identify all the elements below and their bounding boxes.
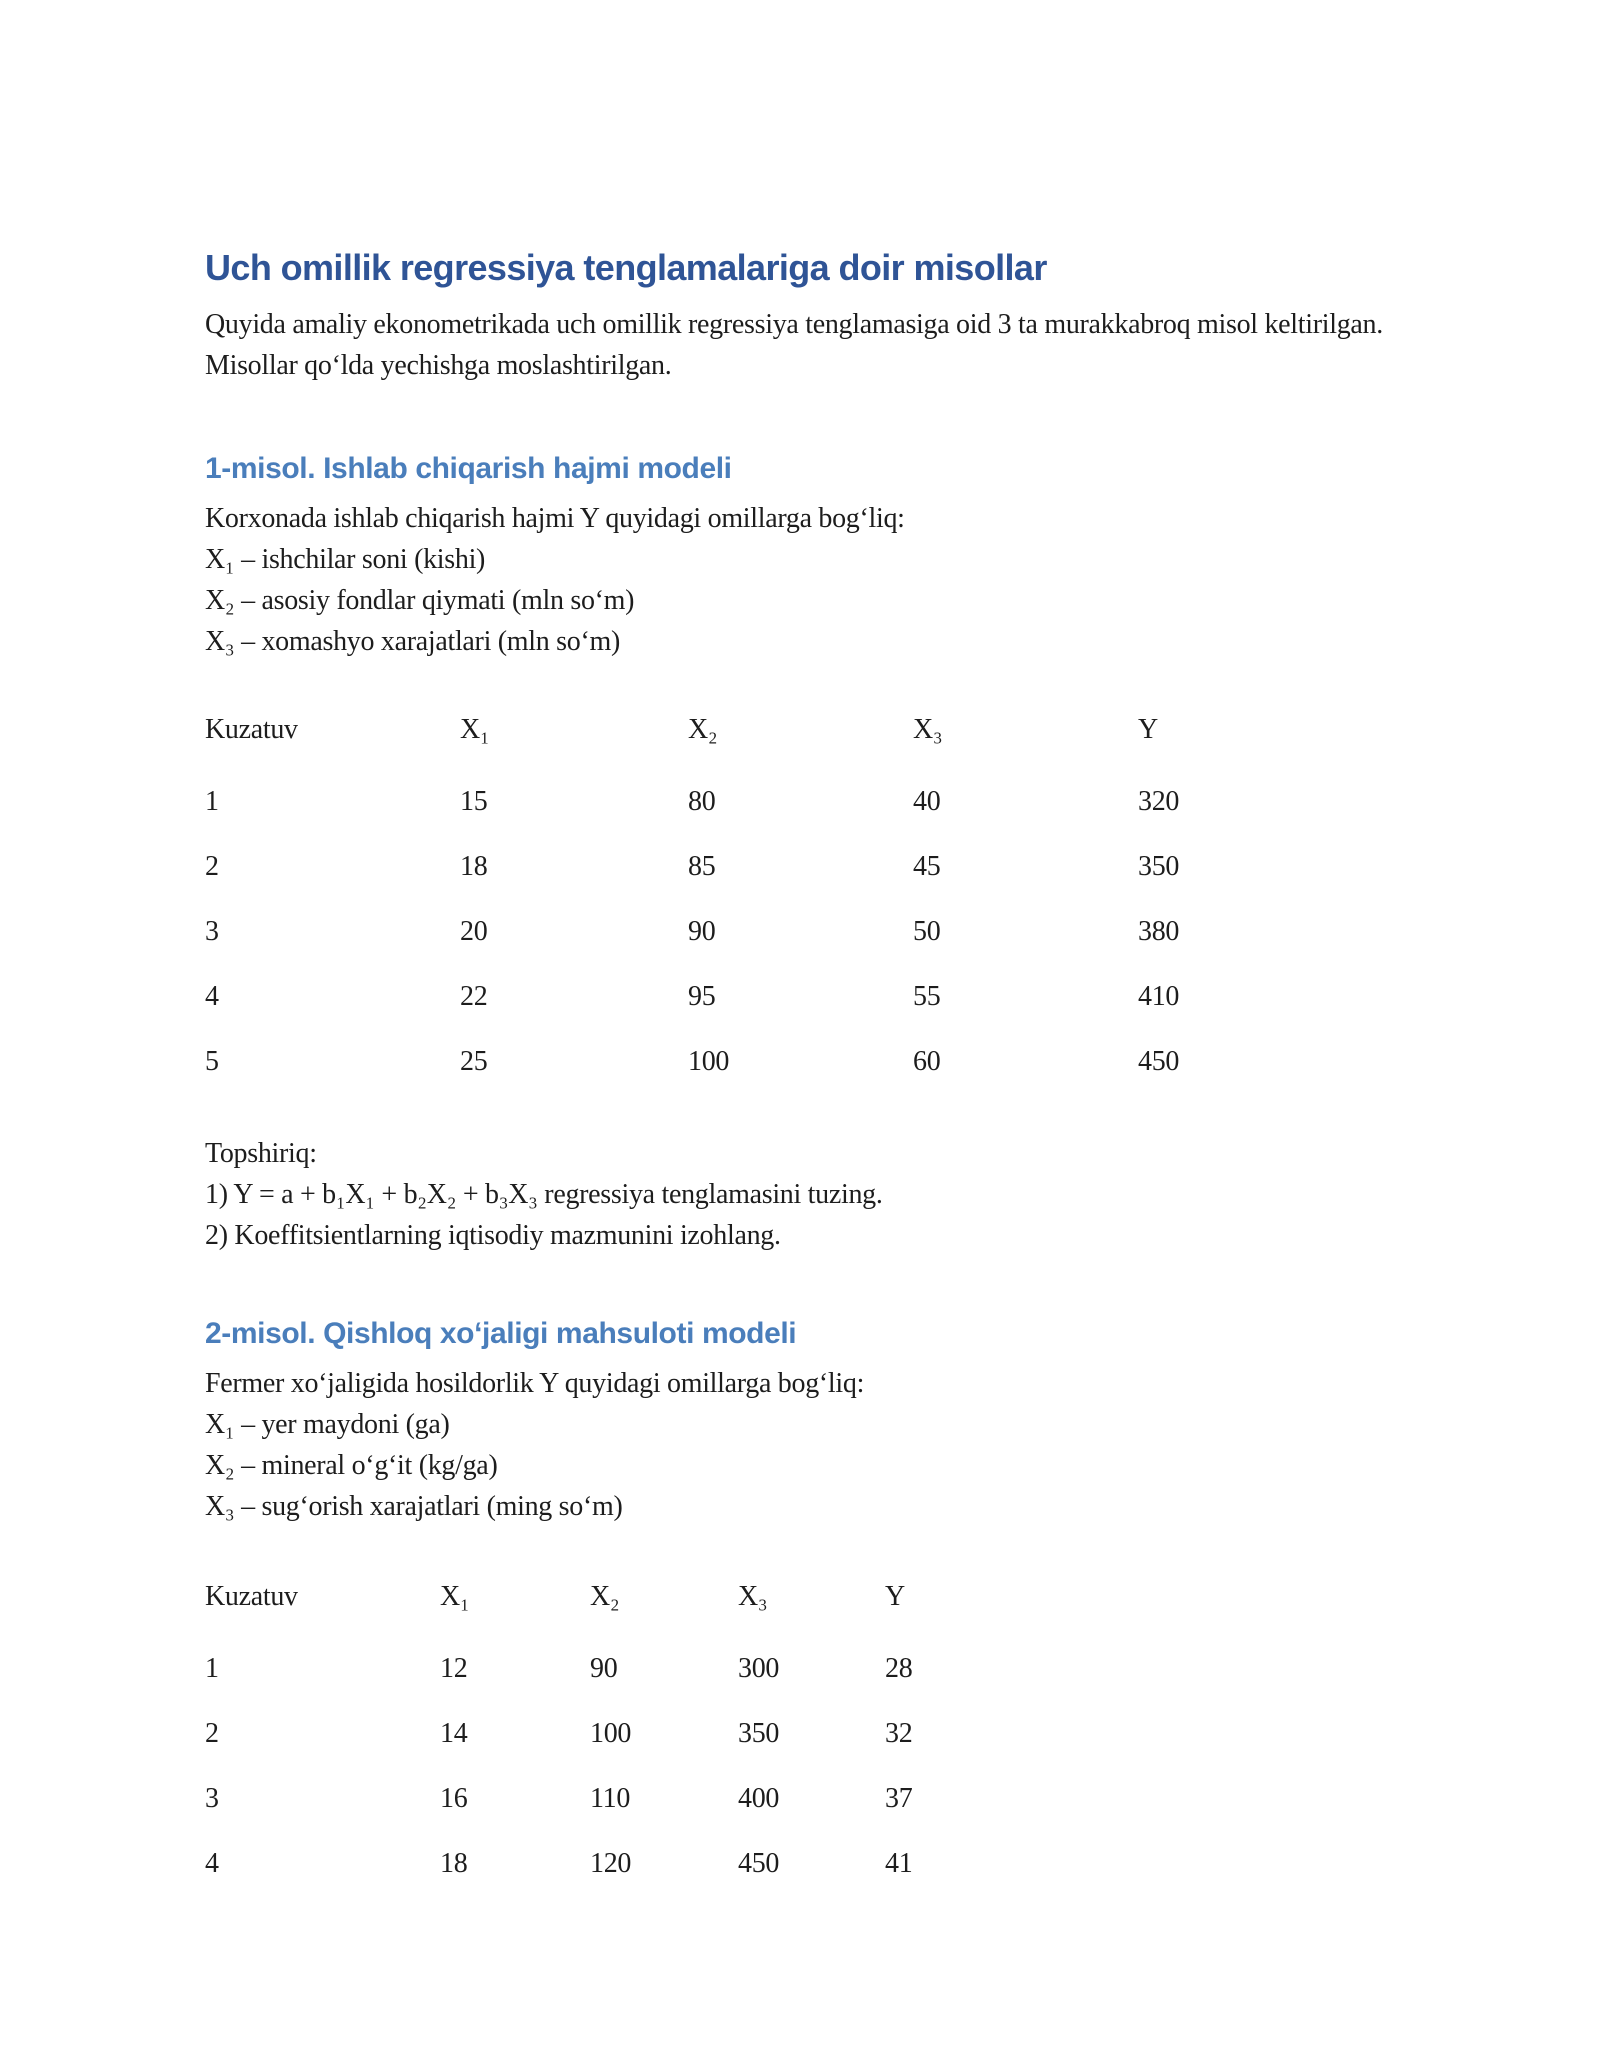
table-cell: 120 <box>590 1848 632 1879</box>
table-cell: 28 <box>885 1653 913 1684</box>
table-cell: 4 <box>205 981 219 1012</box>
table-cell: 50 <box>913 916 941 947</box>
table-cell: 45 <box>913 851 941 882</box>
section-1-lead: Korxonada ishlab chiqarish hajmi Y quyidagi omillarga bog‘liq: <box>205 503 905 534</box>
table-cell: 18 <box>440 1848 468 1879</box>
table-cell: 2 <box>205 1718 219 1749</box>
section-2-lead: Fermer xo‘jaligida hosildorlik Y quyidagi omillarga bog‘liq: <box>205 1368 865 1399</box>
table-cell: 5 <box>205 1046 219 1077</box>
table-cell: 110 <box>590 1783 631 1814</box>
table-cell: 320 <box>1138 786 1180 817</box>
table-header-cell: X₃ <box>913 714 943 745</box>
factor-line: X₁ – yer maydoni (ga) <box>205 1409 450 1440</box>
table-cell: 1 <box>205 1653 219 1684</box>
table-cell: 95 <box>688 981 716 1012</box>
page-title: Uch omillik regressiya tenglamalariga doir misollar <box>205 247 1047 288</box>
table-cell: 350 <box>1138 851 1180 882</box>
table-cell: 1 <box>205 786 219 817</box>
observation-table-1 <box>205 714 1415 1111</box>
table-header-cell: Y <box>1138 714 1158 745</box>
table-cell: 20 <box>460 916 488 947</box>
task-label: Topshiriq: <box>205 1138 317 1169</box>
intro-paragraph: Quyida amaliy ekonometrikada uch omillik regressiya tenglamasiga oid 3 ta murakkabroq misol keltirilgan. Misollar qo‘lda yechishga moslashtirilgan. <box>205 309 1383 381</box>
table-header-cell: X₂ <box>688 714 718 745</box>
table-cell: 40 <box>913 786 941 817</box>
section-1-factor-list <box>205 539 1415 662</box>
table-cell: 15 <box>460 786 488 817</box>
table-cell: 90 <box>590 1653 618 1684</box>
table-header-cell: Kuzatuv <box>205 714 298 745</box>
table-cell: 3 <box>205 1783 219 1814</box>
section-2-factor-list <box>205 1404 1415 1527</box>
table-cell: 410 <box>1138 981 1180 1012</box>
table-cell: 60 <box>913 1046 941 1077</box>
table-cell: 22 <box>460 981 488 1012</box>
table-cell: 18 <box>460 851 488 882</box>
factor-line: X₁ – ishchilar soni (kishi) <box>205 544 486 575</box>
factor-line: X₃ – xomashyo xarajatlari (mln so‘m) <box>205 626 620 657</box>
table-cell: 300 <box>738 1653 780 1684</box>
table-cell: 450 <box>1138 1046 1180 1077</box>
table-cell: 37 <box>885 1783 913 1814</box>
table-header-cell: X₁ <box>460 714 490 745</box>
table-header-cell: X₂ <box>590 1581 620 1612</box>
table-header-cell: Kuzatuv <box>205 1581 298 1612</box>
table-cell: 12 <box>440 1653 468 1684</box>
document-content <box>205 0 1415 1913</box>
table-cell: 4 <box>205 1848 219 1879</box>
table-cell: 32 <box>885 1718 913 1749</box>
table-cell: 100 <box>688 1046 730 1077</box>
table-cell: 41 <box>885 1848 913 1879</box>
table-header-cell: X₃ <box>738 1581 768 1612</box>
table-cell: 16 <box>440 1783 468 1814</box>
task-item: 2) Koeffitsientlarning iqtisodiy mazmunini izohlang. <box>205 1220 781 1251</box>
table-header-cell: Y <box>885 1581 905 1612</box>
table-cell: 25 <box>460 1046 488 1077</box>
factor-line: X₂ – mineral o‘g‘it (kg/ga) <box>205 1450 498 1481</box>
section-2-heading: 2-misol. Qishloq xo‘jaligi mahsuloti modeli <box>205 1317 797 1350</box>
table-cell: 380 <box>1138 916 1180 947</box>
table-cell: 14 <box>440 1718 468 1749</box>
table-cell: 2 <box>205 851 219 882</box>
table-cell: 90 <box>688 916 716 947</box>
table-header-cell: X₁ <box>440 1581 470 1612</box>
task-item: 1) Y = a + b₁X₁ + b₂X₂ + b₃X₃ regressiya tenglamasini tuzing. <box>205 1179 883 1210</box>
observation-table-2 <box>205 1581 1415 1913</box>
table-cell: 400 <box>738 1783 780 1814</box>
table-cell: 85 <box>688 851 716 882</box>
table-cell: 3 <box>205 916 219 947</box>
factor-line: X₂ – asosiy fondlar qiymati (mln so‘m) <box>205 585 635 616</box>
table-cell: 80 <box>688 786 716 817</box>
task-block <box>205 1133 1415 1256</box>
table-cell: 100 <box>590 1718 632 1749</box>
table-cell: 55 <box>913 981 941 1012</box>
factor-line: X₃ – sug‘orish xarajatlari (ming so‘m) <box>205 1491 623 1522</box>
table-cell: 350 <box>738 1718 780 1749</box>
table-cell: 450 <box>738 1848 780 1879</box>
section-1-heading: 1-misol. Ishlab chiqarish hajmi modeli <box>205 452 732 485</box>
